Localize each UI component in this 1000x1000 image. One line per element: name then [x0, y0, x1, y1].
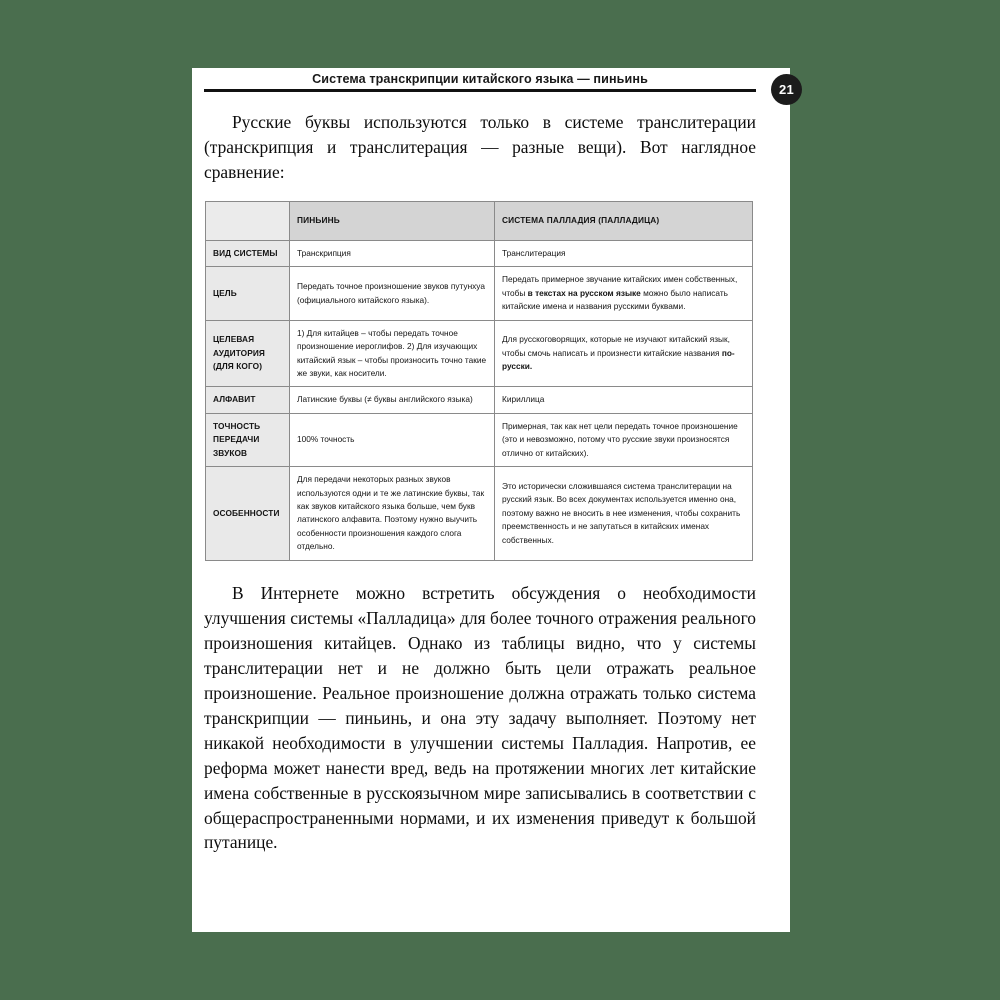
row-cell-palladius [495, 267, 753, 320]
row-label: ОСОБЕННОСТИ [206, 467, 290, 561]
cell-text-pre: Это исторически сложившаяся система транслитерации на русский язык. Во всех документах используется именно она, поэтому важно не вносить в нее изменения, чтобы сохранить преемственность и не запутаться в китайских именах собственных. [502, 480, 741, 545]
row-label: ВИД СИСТЕМЫ [206, 240, 290, 266]
book-page [192, 68, 790, 932]
cell-text-bold: в текстах на русском языке [527, 287, 641, 298]
row-cell-pinyin: Транскрипция [290, 240, 495, 266]
page-content [204, 68, 756, 855]
table-row [206, 413, 753, 466]
cell-text-pre: Транслитерация [502, 247, 566, 258]
row-cell-palladius [495, 320, 753, 387]
cell-text-pre: Кириллица [502, 394, 545, 405]
table-row [206, 267, 753, 320]
row-cell-palladius [495, 413, 753, 466]
table-row [206, 387, 753, 413]
comparison-table [205, 201, 753, 561]
row-cell-pinyin: Передать точное произношение звуков путунхуа (официального китайского языка). [290, 267, 495, 320]
row-cell-pinyin: Для передачи некоторых разных звуков используются одни и те же латинские буквы, так как звуков китайского языка больше, чем букв латинского алфавита. Поэтому нужно выучить особенности произношения каждого слога отдельно. [290, 467, 495, 561]
outro-paragraph: В Интернете можно встретить обсуждения о необходимости улучшения системы «Палладица» для более точного отражения реального произношения китайцев. Однако из таблицы видно, что у системы транслитерации нет и не должно быть цели отражать реальное произношение. Реальное произношение должна отражать только система транскрипции — пиньинь, и она эту задачу выполняет. Поэтому нет никакой необходимости в улучшении системы Палладия. Напротив, ее реформа может нанести вред, ведь на протяжении многих лет китайские имена собственные в русскоязычном мире записывались в соответствии с общераспространенными нормами, и их изменения приведут к большой путанице. [204, 582, 756, 853]
row-label: ТОЧНОСТЬ ПЕРЕДАЧИ ЗВУКОВ [206, 413, 290, 466]
table-row [206, 240, 753, 266]
table-header-row [206, 201, 753, 240]
row-cell-pinyin: 100% точность [290, 413, 495, 466]
page-number-badge: 21 [771, 74, 802, 105]
cell-text-pre: Примерная, так как нет цели передать точное произношение (это и невозможно, потому что русские звуки произносятся отлично от китайских). [502, 420, 738, 458]
header-rule [204, 89, 756, 92]
row-cell-palladius [495, 467, 753, 561]
intro-paragraph: Русские буквы используются только в системе транслитерации (транскрипция и транслитерация — разные вещи). Вот наглядное сравнение: [204, 112, 756, 182]
cell-text-pre: Для русскоговорящих, которые не изучают китайский язык, чтобы смочь написать и произнести китайские названия [502, 334, 730, 358]
row-label: ЦЕЛЬ [206, 267, 290, 320]
row-cell-palladius [495, 240, 753, 266]
row-label: ЦЕЛЕВАЯ АУДИТОРИЯ (ДЛЯ КОГО) [206, 320, 290, 387]
cell-text-pre: Передать примерное звучание китайских имен собственных, чтобы [502, 274, 738, 298]
table-row [206, 467, 753, 561]
row-cell-pinyin: 1) Для китайцев – чтобы передать точное произношение иероглифов. 2) Для изучающих китайский язык – чтобы произносить точно такие же звуки, как носители. [290, 320, 495, 387]
table-header-pinyin: ПИНЬИНЬ [290, 201, 495, 240]
row-cell-palladius [495, 387, 753, 413]
row-cell-pinyin: Латинские буквы (≠ буквы английского языка) [290, 387, 495, 413]
cell-text-bold: по-русски. [502, 347, 735, 372]
cell-text-post: можно было написать китайские имена и названия русскими буквами. [502, 287, 728, 312]
row-label: АЛФАВИТ [206, 387, 290, 413]
running-head-title: Система транскрипции китайского языка — пиньинь [312, 72, 648, 86]
table-row [206, 320, 753, 387]
table-header-palladius: СИСТЕМА ПАЛЛАДИЯ (ПАЛЛАДИЦА) [495, 201, 753, 240]
table-corner-cell [206, 201, 290, 240]
